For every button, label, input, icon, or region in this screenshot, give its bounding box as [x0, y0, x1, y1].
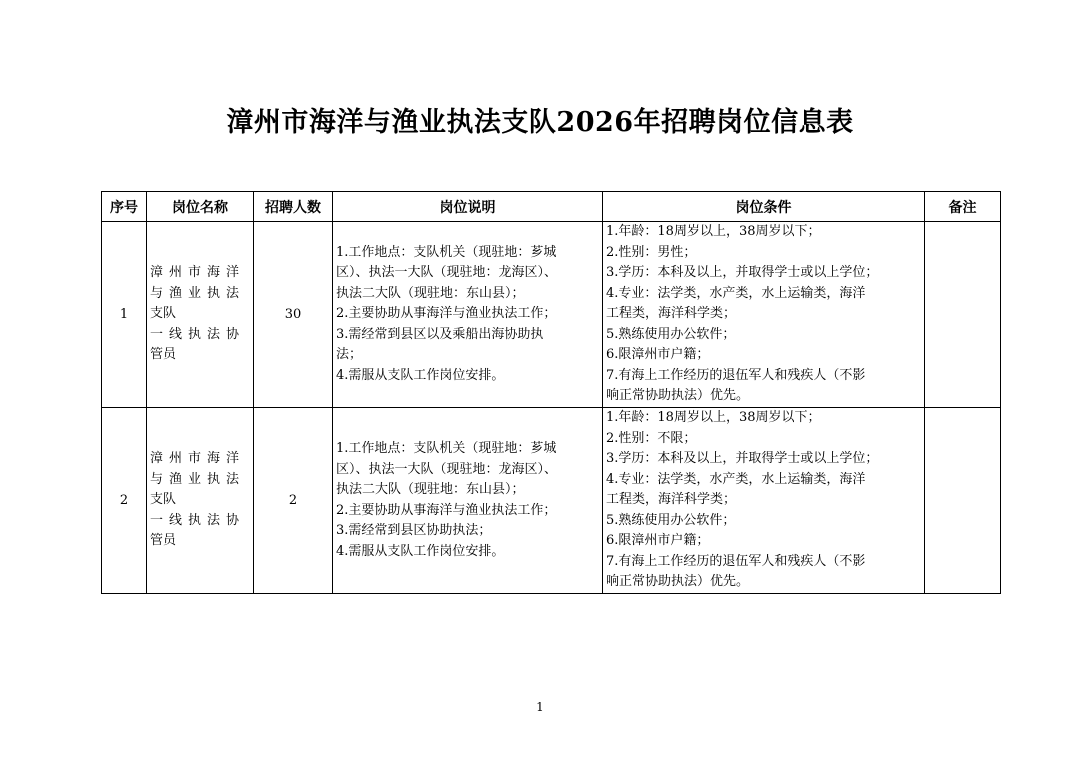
remarks-cell: [925, 408, 1001, 594]
header-remarks: 备注: [925, 192, 1001, 222]
position-name-line: 支队: [150, 492, 177, 508]
description-line: 1.工作地点：支队机关（现驻地：芗城: [336, 244, 557, 260]
description-line: 法；: [336, 347, 363, 363]
requirement-line: 4.专业：法学类，水产类，水上运输类，海洋: [606, 285, 866, 301]
requirement-line: 6.限漳州市户籍；: [606, 347, 710, 363]
header-position-description: 岗位说明: [333, 192, 603, 222]
position-name-line: 漳州市海洋: [150, 451, 246, 467]
description-line: 2.主要协助从事海洋与渔业执法工作；: [336, 306, 557, 322]
table-header-row: [102, 192, 1001, 222]
position-name-line: 一线执法协: [150, 512, 246, 528]
requirement-line: 3.学历：本科及以上，并取得学士或以上学位；: [606, 265, 879, 281]
position-name-line: 管员: [150, 533, 177, 549]
header-position-name: 岗位名称: [147, 192, 254, 222]
hiring-count: 2: [254, 408, 333, 594]
header-position-requirements: 岗位条件: [603, 192, 925, 222]
description-line: 4.需服从支队工作岗位安排。: [336, 367, 505, 383]
position-name-line: 支队: [150, 306, 177, 322]
hiring-count: 30: [254, 222, 333, 408]
requirement-line: 4.专业：法学类，水产类，水上运输类，海洋: [606, 471, 866, 487]
position-name-cell: [147, 222, 254, 408]
requirement-line: 5.熟练使用办公软件；: [606, 512, 736, 528]
header-hiring-count: 招聘人数: [254, 192, 333, 222]
description-line: 区）、执法一大队（现驻地：龙海区）、: [336, 461, 558, 477]
description-cell: [333, 222, 603, 408]
description-line: 执法二大队（现驻地：东山县）；: [336, 482, 525, 497]
requirement-line: 2.性别：男性；: [606, 244, 697, 260]
recruitment-table: [101, 191, 1001, 594]
page-title: 漳州市海洋与渔业执法支队2026年招聘岗位信息表: [226, 107, 854, 138]
description-line: 执法二大队（现驻地：东山县）；: [336, 285, 525, 301]
description-line: 1.工作地点：支队机关（现驻地：芗城: [336, 441, 557, 456]
requirements-cell: [603, 222, 925, 408]
description-cell: [333, 408, 603, 594]
requirement-line: 工程类，海洋科学类；: [606, 492, 737, 508]
description-line: 3.需经常到县区以及乘船出海协助执: [336, 326, 544, 342]
requirement-line: 2.性别：不限；: [606, 430, 697, 446]
description-line: 区）、执法一大队（现驻地：龙海区）、: [336, 265, 558, 281]
description-line: 2.主要协助从事海洋与渔业执法工作；: [336, 502, 557, 518]
requirement-line: 5.熟练使用办公软件；: [606, 326, 736, 342]
position-name-line: 与渔业执法: [150, 471, 246, 487]
requirements-cell: [603, 408, 925, 594]
page-number: 1: [536, 700, 544, 714]
row-index: 2: [102, 408, 147, 594]
position-name-line: 与渔业执法: [150, 285, 246, 301]
requirement-line: 工程类，海洋科学类；: [606, 306, 737, 322]
requirement-line: 7.有海上工作经历的退伍军人和残疾人（不影: [606, 553, 866, 569]
requirement-line: 7.有海上工作经历的退伍军人和残疾人（不影: [606, 367, 866, 383]
remarks-cell: [925, 222, 1001, 408]
row-index: 1: [102, 222, 147, 408]
requirement-line: 1.年龄：18周岁以上，38周岁以下；: [606, 410, 821, 426]
position-name-line: 管员: [150, 347, 177, 363]
requirement-line: 3.学历：本科及以上，并取得学士或以上学位；: [606, 451, 879, 467]
position-name-line: 一线执法协: [150, 326, 246, 342]
position-name-line: 漳州市海洋: [150, 265, 246, 281]
requirement-line: 响正常协助执法）优先。: [606, 388, 750, 404]
requirement-line: 响正常协助执法）优先。: [606, 574, 750, 590]
description-line: 3.需经常到县区协助执法；: [336, 523, 492, 538]
requirement-line: 6.限漳州市户籍；: [606, 533, 710, 549]
table-row: [102, 222, 1001, 408]
description-line: 4.需服从支队工作岗位安排。: [336, 543, 505, 559]
table-row: [102, 408, 1001, 594]
requirement-line: 1.年龄：18周岁以上，38周岁以下；: [606, 224, 821, 240]
position-name-cell: [147, 408, 254, 594]
header-index: 序号: [102, 192, 147, 222]
